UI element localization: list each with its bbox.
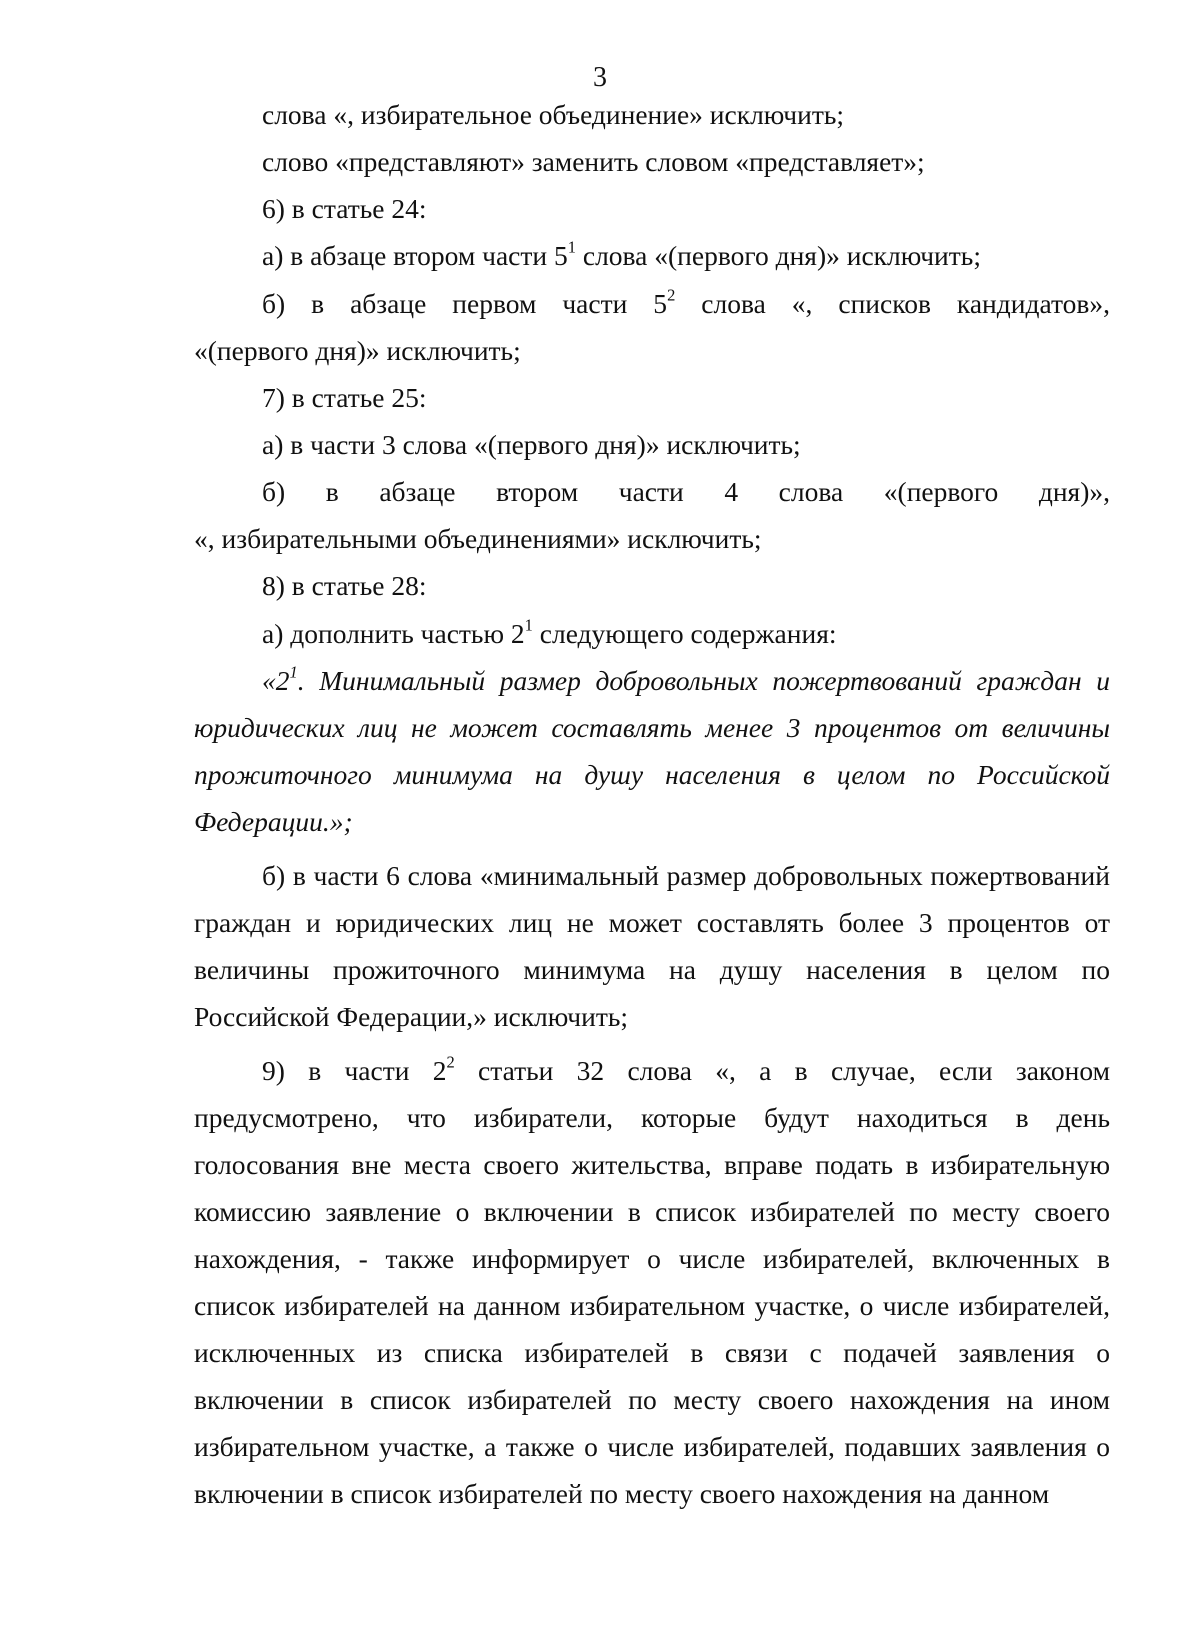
page-number: 3 [593, 62, 607, 93]
text-line: а) в части 3 слова «(первого дня)» исключить; [262, 429, 801, 460]
text-line: избирательном участке, а также о числе избирателей, подавших заявления о [194, 1431, 1110, 1462]
text-line: предусмотрено, что избиратели, которые будут находиться в день [194, 1102, 1110, 1133]
text-line: «$2^1$. Минимальный размер добровольных пожертвований граждан и [262, 662, 1110, 696]
text-line: включении в список избирателей по месту своего нахождения на данном [194, 1478, 1050, 1509]
text-line: слово «представляют» заменить словом «представляет»; [262, 146, 925, 177]
text-line: граждан и юридических лиц не может составлять более 3 процентов от [194, 907, 1110, 938]
text-line: список избирателей на данном избирательном участке, о числе избирателей, [194, 1290, 1110, 1321]
text-line: юридических лиц не может составлять менее 3 процентов от величины [194, 712, 1110, 743]
text-line: голосования вне места своего жительства, вправе подать в избирательную [194, 1149, 1110, 1180]
text-line: 8) в статье 28: [262, 570, 427, 601]
text-line: а) дополнить частью $2^1$ следующего содержания: [262, 615, 837, 649]
text-line: б) в части 6 слова «минимальный размер добровольных пожертвований [262, 860, 1110, 891]
text-line: слова «, избирательное объединение» исключить; [262, 99, 845, 130]
text-line: а) в абзаце втором части $5^1$ слова «(первого дня)» исключить; [262, 237, 981, 271]
text-line: 7) в статье 25: [262, 382, 427, 413]
text-line: Российской Федерации,» исключить; [194, 1001, 629, 1032]
text-line: прожиточного минимума на душу населения в целом по Российской [194, 759, 1110, 790]
text-line: «, избирательными объединениями» исключить; [194, 523, 762, 554]
text-line: Федерации.»; [194, 806, 353, 837]
text-line: комиссию заявление о включении в список избирателей по месту своего [194, 1196, 1110, 1227]
text-line: 6) в статье 24: [262, 193, 427, 224]
text-line: 9) в части $2^2$ статьи 32 слова «, а в случае, если законом [262, 1052, 1110, 1086]
text-line: б) в абзаце втором части 4 слова «(первого дня)», [262, 476, 1110, 507]
text-line: б) в абзаце первом части $5^2$ слова «, списков кандидатов», [262, 285, 1110, 319]
text-line: нахождения, - также информирует о числе избирателей, включенных в [194, 1243, 1110, 1274]
text-line: включении в список избирателей по месту своего нахождения на ином [194, 1384, 1110, 1415]
text-line: «(первого дня)» исключить; [194, 335, 521, 366]
text-line: величины прожиточного минимума на душу населения в целом по [194, 954, 1110, 985]
text-line: исключенных из списка избирателей в связи с подачей заявления о [194, 1337, 1110, 1368]
